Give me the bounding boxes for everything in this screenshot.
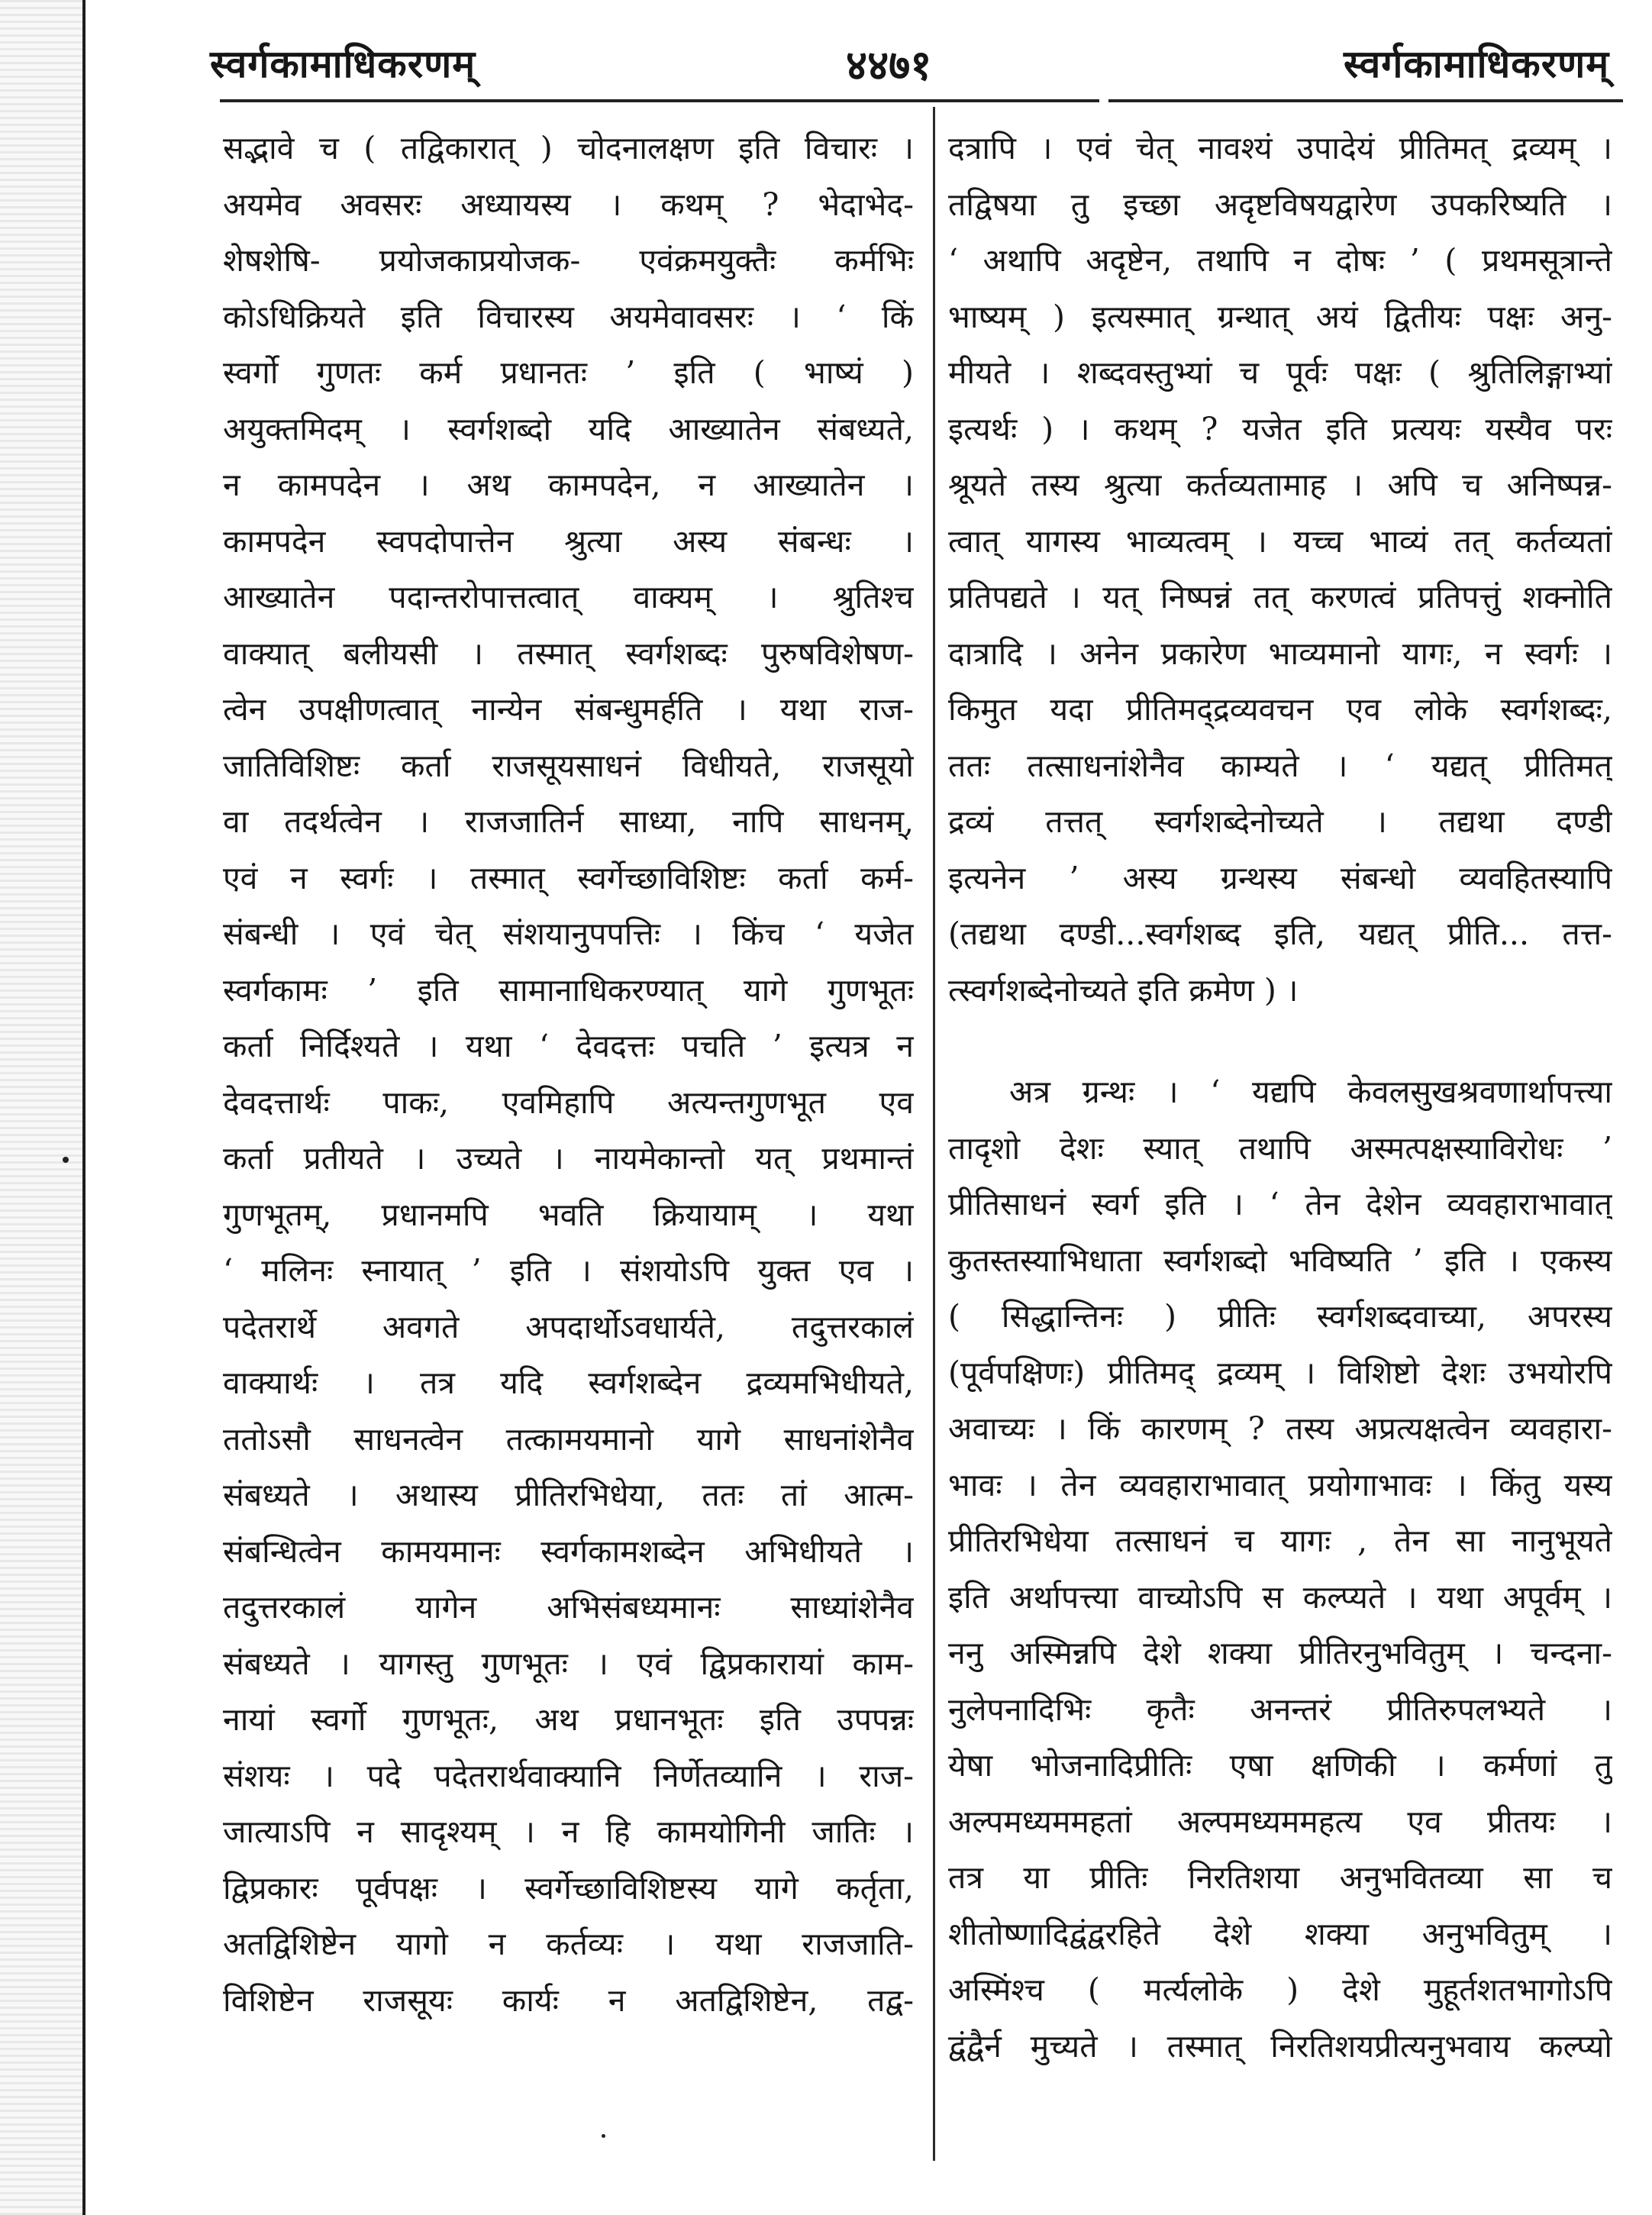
text-line: देवदत्तार्थः पाकः, एवमिहापि अत्यन्तगुणभूत एव [223, 1083, 914, 1121]
text-line: प्रीतिसाधनं स्वर्ग इति । ‘ तेन देशेन व्यवहाराभावात् [948, 1186, 1612, 1222]
left-column [223, 121, 914, 2029]
text-line: शेषशेषि- प्रयोजकाप्रयोजक- एवंक्रमयुक्तैः कर्मभिः [223, 242, 914, 279]
text-line: भाष्यम् ) इत्यस्मात् ग्रन्थात् अयं द्वितीयः पक्षः अनु- [948, 298, 1612, 335]
page-number: ४४७१ [846, 40, 932, 89]
book-binding-edge [0, 0, 84, 2215]
text-line: गुणभूतम्, प्रधानमपि भवति क्रियायाम् । यथा [223, 1196, 914, 1233]
text-line: न कामपदेन । अथ कामपदेन, न आख्यातेन । [223, 467, 914, 503]
page-speck [63, 1157, 69, 1163]
text-line: ( सिद्धान्तिनः ) प्रीतिः स्वर्गशब्दवाच्या, अपरस्य [948, 1298, 1612, 1335]
text-line: जातिविशिष्टः कर्ता राजसूयसाधनं विधीयते, राजसूयो [223, 747, 914, 784]
text-line: त्वात् यागस्य भाव्यत्वम् । यच्च भाव्यं तत् कर्तव्यतां [948, 522, 1612, 560]
text-line: वाक्यात् बलीयसी । तस्मात् स्वर्गशब्दः पुरुषविशेषण- [223, 634, 914, 672]
text-line: संबध्यते । अथास्य प्रीतिरभिधेया, ततः तां आत्म- [223, 1477, 914, 1513]
text-line: अयमेव अवसरः अध्यायस्य । कथम् ? भेदाभेद- [223, 186, 914, 223]
text-line: ततः तत्साधनांशेनैव काम्यते । ‘ यद्यत् प्रीतिमत् [948, 747, 1612, 784]
text-line: त्स्वर्गशब्देनोच्यते इति क्रमेण ) । [948, 971, 1299, 1009]
column-divider [933, 107, 935, 2161]
binding-margin-line [82, 0, 86, 2215]
text-line: जात्याऽपि न सादृश्यम् । न हि कामयोगिनी जातिः । [223, 1813, 914, 1850]
text-line: दात्रादि । अनेन प्रकारेण भाव्यमानो यागः, न स्वर्गः । [948, 634, 1612, 672]
running-header-right: स्वर्गकामाधिकरणम् [1344, 41, 1610, 86]
text-line: कामपदेन स्वपदोपात्तेन श्रुत्या अस्य संबन्धः । [223, 522, 914, 560]
text-line: दत्रापि । एवं चेत् नावश्यं उपादेयं प्रीतिमत् द्रव्यम् । [948, 130, 1612, 166]
text-line: एवं न स्वर्गः । तस्मात् स्वर्गेच्छाविशिष्टः कर्ता कर्म- [223, 859, 914, 896]
header-rule-right [1108, 99, 1623, 102]
text-line: मीयते । शब्दवस्तुभ्यां च पूर्वः पक्षः ( श्रुतिलिङ्गाभ्यां [948, 354, 1612, 391]
text-line: ‘ मलिनः स्नायात् ’ इति । संशयोऽपि युक्त एव । [223, 1252, 914, 1289]
text-line: (पूर्वपक्षिणः) प्रीतिमद् द्रव्यम् । विशिष्टो देशः उभयोरपि [948, 1354, 1612, 1391]
text-line: अतद्विशिष्टेन यागो न कर्तव्यः । यथा राजजाति- [223, 1926, 914, 1962]
text-line: ततोऽसौ साधनत्वेन तत्कामयमानो यागे साधनांशेनैव [223, 1420, 914, 1458]
text-line: द्वंद्वैर्न मुच्यते । तस्मात् निरतिशयप्रीत्यनुभवाय कल्प्यो [948, 2027, 1612, 2065]
text-line: द्विप्रकारः पूर्वपक्षः । स्वर्गेच्छाविशिष्टस्य यागे कर्तृता, [223, 1869, 914, 1907]
text-line: येषा भोजनादिप्रीतिः एषा क्षणिकी । कर्मणां तु [948, 1747, 1612, 1784]
text-line: कोऽधिक्रियते इति विचारस्य अयमेवावसरः । ‘ किं [223, 298, 914, 335]
text-line: द्रव्यं तत्तत् स्वर्गशब्देनोच्यते । तद्यथा दण्डी [948, 803, 1612, 840]
paragraph-gap [948, 1019, 1612, 1064]
text-line: विशिष्टेन राजसूयः कार्यः न अतद्विशिष्टेन, तद्व- [223, 1981, 914, 2019]
text-line: पदेतरार्थे अवगते अपदार्थोऽवधार्यते, तदुत्तरकालं [223, 1308, 914, 1345]
text-line: तद्विषया तु इच्छा अदृष्टविषयद्वारेण उपकरिष्यति । [948, 186, 1612, 223]
text-line: (तद्यथा दण्डी...स्वर्गशब्द इति, यद्यत् प्रीति... तत्त- [948, 915, 1612, 952]
text-line: त्वेन उपक्षीणत्वात् नान्येन संबन्धुमर्हति । यथा राज- [223, 691, 914, 728]
text-line: कर्ता निर्दिश्यते । यथा ‘ देवदत्तः पचति ’ इत्यत्र न [223, 1028, 914, 1064]
text-line: अस्मिंश्च ( मर्त्यलोके ) देशे मुहूर्तशतभागोऽपि [948, 1971, 1612, 2008]
page-speck [602, 2134, 605, 2138]
text-line: आख्यातेन पदान्तरोपात्तत्वात् वाक्यम् । श्रुतिश्च [223, 579, 914, 615]
text-line: किमुत यदा प्रीतिमद्द्रव्यवचन एव लोके स्वर्गशब्दः, [948, 691, 1612, 728]
right-column [948, 121, 1612, 2075]
text-line: अवाच्यः । किं कारणम् ? तस्य अप्रत्यक्षत्वेन व्यवहारा- [948, 1410, 1612, 1447]
text-line: संबन्धी । एवं चेत् संशयानुपपत्तिः । किंच ‘ यजेत [223, 915, 914, 952]
header-rule-left [220, 99, 1099, 102]
running-header-left: स्वर्गकामाधिकरणम् [210, 41, 476, 86]
text-line: अत्र ग्रन्थः । ‘ यद्यपि केवलसुखश्रवणार्थापत्त्या [1009, 1074, 1612, 1110]
text-line: तदुत्तरकालं यागेन अभिसंबध्यमानः साध्यांशेनैव [223, 1589, 914, 1626]
text-line: भावः । तेन व्यवहाराभावात् प्रयोगाभावः । किंतु यस्य [948, 1466, 1612, 1503]
text-line: श्रूयते तस्य श्रुत्या कर्तव्यतामाह । अपि च अनिष्पन्न- [948, 467, 1612, 503]
text-line: ननु अस्मिन्नपि देशे शक्या प्रीतिरनुभवितुम् । चन्दना- [948, 1635, 1612, 1671]
text-line: संबन्धित्वेन कामयमानः स्वर्गकामशब्देन अभिधीयते । [223, 1532, 914, 1570]
text-line: सद्भावे च ( तद्विकारात् ) चोदनालक्षण इति विचारः । [223, 130, 914, 166]
text-line: अल्पमध्यममहतां अल्पमध्यममहत्य एव प्रीतयः । [948, 1803, 1612, 1840]
text-line: इत्यर्थः ) । कथम् ? यजेत इति प्रत्ययः यस्यैव परः [948, 410, 1612, 447]
text-line: वाक्यार्थः । तत्र यदि स्वर्गशब्देन द्रव्यमभिधीयते, [223, 1364, 914, 1401]
text-line: इत्यनेन ’ अस्य ग्रन्थस्य संबन्धो व्यवहितस्यापि [948, 859, 1612, 896]
text-line: इति अर्थापत्त्या वाच्योऽपि स कल्प्यते । यथा अपूर्वम् । [948, 1578, 1612, 1616]
text-line: नुलेपनादिभिः कृतैः अनन्तरं प्रीतिरुपलभ्यते । [948, 1690, 1612, 1728]
text-line: नायां स्वर्गो गुणभूतः, अथ प्रधानभूतः इति उपपन्नः [223, 1701, 914, 1738]
text-line: वा तदर्थत्वेन । राजजातिर्न साध्या, नापि साधनम्, [223, 803, 914, 840]
text-line: तत्र या प्रीतिः निरतिशया अनुभवितव्या सा च [948, 1859, 1612, 1896]
text-line: शीतोष्णादिद्वंद्वरहिते देशे शक्या अनुभवितुम् । [948, 1915, 1612, 1952]
text-line: स्वर्गकामः ’ इति सामानाधिकरण्यात् यागे गुणभूतः [223, 971, 914, 1009]
text-line: कुतस्तस्याभिधाता स्वर्गशब्दो भविष्यति ’ इति । एकस्य [948, 1241, 1612, 1279]
text-line: संशयः । पदे पदेतरार्थवाक्यानि निर्णेतव्यानि । राज- [223, 1757, 914, 1794]
text-line: ‘ अथापि अदृष्टेन, तथापि न दोषः ’ ( प्रथमसूत्रान्ते [948, 242, 1612, 279]
text-line: प्रतिपद्यते । यत् निष्पन्नं तत् करणत्वं प्रतिपत्तुं शक्नोति [948, 579, 1612, 615]
text-line: कर्ता प्रतीयते । उच्यते । नायमेकान्तो यत् प्रथमान्तं [223, 1140, 914, 1177]
text-line: अयुक्तमिदम् । स्वर्गशब्दो यदि आख्यातेन संबध्यते, [223, 410, 914, 447]
text-line: तादृशो देशः स्यात् तथापि अस्मत्पक्षस्याविरोधः ’ [948, 1129, 1612, 1167]
text-line: प्रीतिरभिधेया तत्साधनं च यागः , तेन सा नानुभूयते [948, 1522, 1612, 1559]
text-line: संबध्यते । यागस्तु गुणभूतः । एवं द्विप्रकारायां काम- [223, 1645, 914, 1682]
text-line: स्वर्गो गुणतः कर्म प्रधानतः ’ इति ( भाष्यं ) [223, 354, 914, 391]
